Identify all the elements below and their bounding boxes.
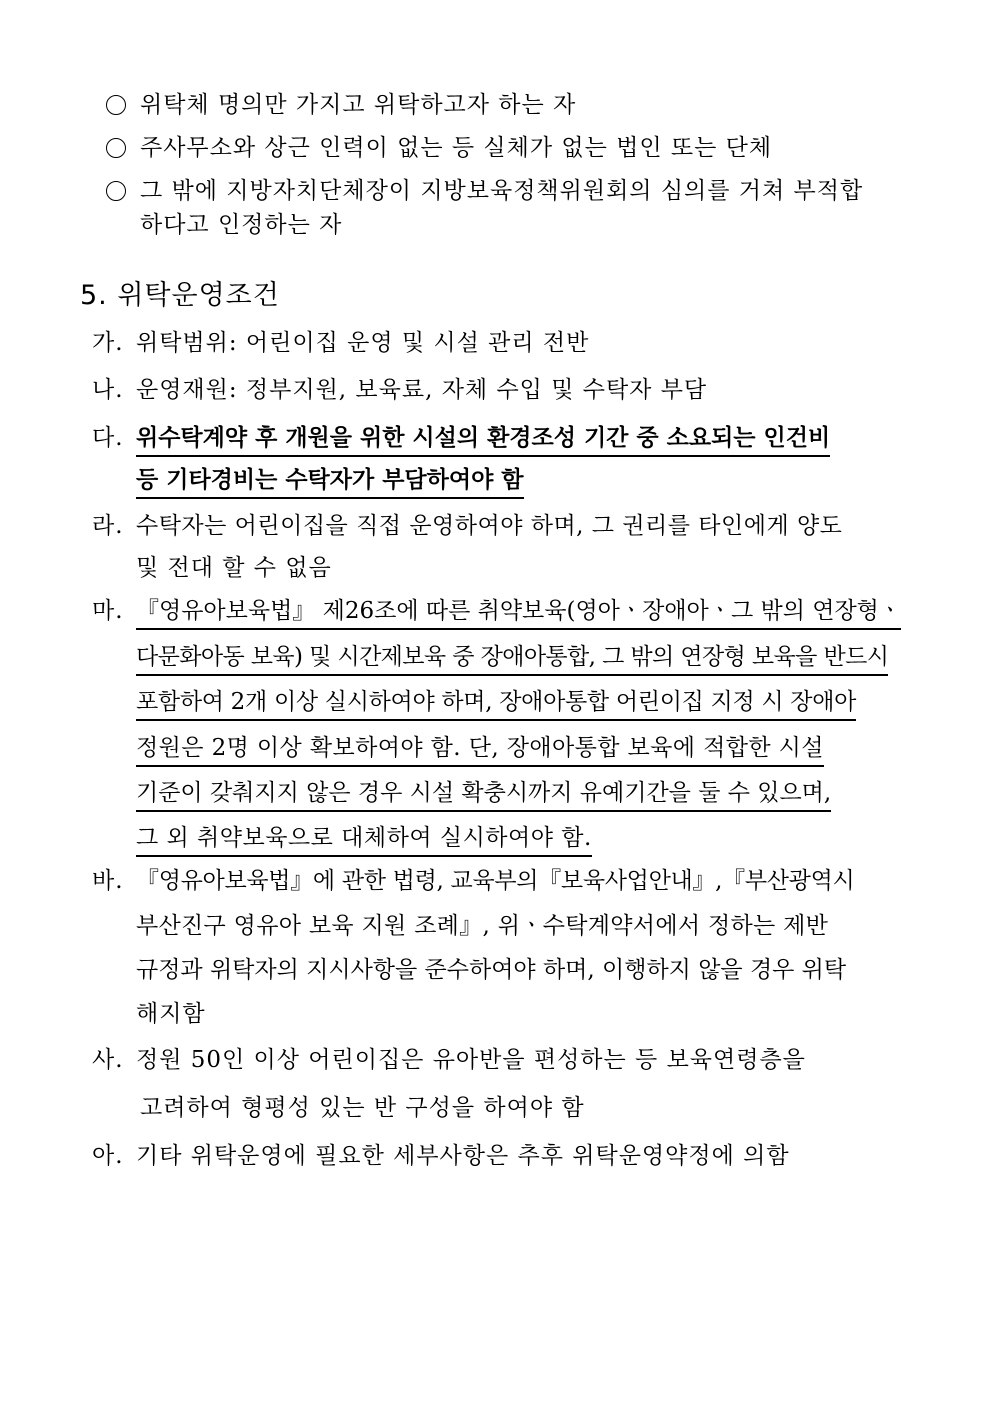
list-item-ba-line-4: [136, 999, 206, 1029]
list-item-ba-line-2: [136, 911, 828, 941]
item-text: 위탁범위: 어린이집 운영 및 시설 관리 전반: [136, 330, 590, 356]
list-item-ba-line-3: [136, 955, 846, 985]
bullet-text-continuation: 하다고 인정하는 자: [140, 212, 343, 238]
bullet-item-3-continuation: [140, 210, 342, 240]
item-text: 정원 50인 이상 어린이집은 유아반을 편성하는 등 보육연령층을: [136, 1047, 806, 1073]
item-marker: 나.: [92, 377, 124, 403]
item-marker: 다.: [92, 425, 124, 451]
item-text: 부산진구 영유아 보육 지원 조례』, 위ㆍ수탁계약서에서 정하는 제반: [136, 913, 829, 939]
list-item-ma-line-6: [136, 823, 592, 857]
item-text: 및 전대 할 수 없음: [136, 555, 332, 581]
item-text-underlined: 『영유아보육법』 제26조에 따른 취약보육(영아ㆍ장애아ㆍ그 밖의 연장형ㆍ: [136, 596, 901, 630]
item-marker: 가.: [92, 330, 124, 356]
item-text: 『영유아보육법』에 관한 법령, 교육부의『보육사업안내』,『부산광역시: [136, 868, 855, 894]
section-title: 5. 위탁운영조건: [80, 280, 280, 311]
item-text-underlined: 정원은 2명 이상 확보하여야 함. 단, 장애아통합 보육에 적합한 시설: [136, 733, 824, 767]
list-item-a: [92, 1141, 790, 1171]
bullet-item-2: [106, 133, 772, 163]
list-item-ma-line-4: [136, 733, 824, 767]
item-text-underlined: 그 외 취약보육으로 대체하여 실시하여야 함.: [136, 823, 592, 857]
item-marker: 아.: [92, 1143, 124, 1169]
item-marker: 마.: [92, 598, 124, 624]
item-text-underlined: 등 기타경비는 수탁자가 부담하여야 함: [136, 465, 524, 499]
item-text: 규정과 위탁자의 지시사항을 준수하여야 하며, 이행하지 않을 경우 위탁: [136, 957, 847, 983]
bullet-text: 위탁체 명의만 가지고 위탁하고자 하는 자: [140, 92, 577, 118]
item-text: 수탁자는 어린이집을 직접 운영하여야 하며, 그 권리를 타인에게 양도: [136, 513, 843, 539]
list-item-ra-continuation: [136, 553, 332, 583]
item-text-underlined: 위수탁계약 후 개원을 위한 시설의 환경조성 기간 중 소요되는 인건비: [136, 423, 830, 457]
list-item-ma-line-3: [136, 687, 856, 721]
item-text: 고려하여 형평성 있는 반 구성을 하여야 함: [140, 1095, 585, 1121]
list-item-sa-continuation: [140, 1093, 585, 1123]
list-item-da-continuation: [136, 465, 524, 499]
list-item-ma: [92, 596, 901, 630]
list-item-ma-line-5: [136, 778, 831, 812]
list-item-ra: [92, 511, 842, 541]
item-marker: 라.: [92, 513, 124, 539]
item-text-underlined: 다문화아동 보육) 및 시간제보육 중 장애아통합, 그 밖의 연장형 보육을 반드시: [136, 642, 888, 676]
bullet-text: 주사무소와 상근 인력이 없는 등 실체가 없는 법인 또는 단체: [140, 135, 773, 161]
list-item-ba: [92, 866, 854, 896]
bullet-item-3: [106, 176, 863, 206]
list-item-na: [92, 375, 707, 405]
bullet-item-1: [106, 90, 576, 120]
circle-bullet-icon: [106, 181, 126, 201]
circle-bullet-icon: [106, 138, 126, 158]
item-text-underlined: 포함하여 2개 이상 실시하여야 하며, 장애아통합 어린이집 지정 시 장애아: [136, 687, 856, 721]
list-item-ga: [92, 328, 589, 358]
bullet-text: 그 밖에 지방자치단체장이 지방보육정책위원회의 심의를 거쳐 부적합: [140, 178, 864, 204]
list-item-sa: [92, 1045, 806, 1075]
list-item-ma-line-2: [136, 642, 888, 676]
item-text: 해지함: [136, 1001, 206, 1027]
item-marker: 사.: [92, 1047, 124, 1073]
list-item-da: [92, 423, 830, 457]
item-text: 운영재원: 정부지원, 보육료, 자체 수입 및 수탁자 부담: [136, 377, 708, 403]
item-text: 기타 위탁운영에 필요한 세부사항은 추후 위탁운영약정에 의함: [136, 1143, 790, 1169]
item-text-underlined: 기준이 갖춰지지 않은 경우 시설 확충시까지 유예기간을 둘 수 있으며,: [136, 778, 831, 812]
item-marker: 바.: [92, 868, 124, 894]
circle-bullet-icon: [106, 95, 126, 115]
